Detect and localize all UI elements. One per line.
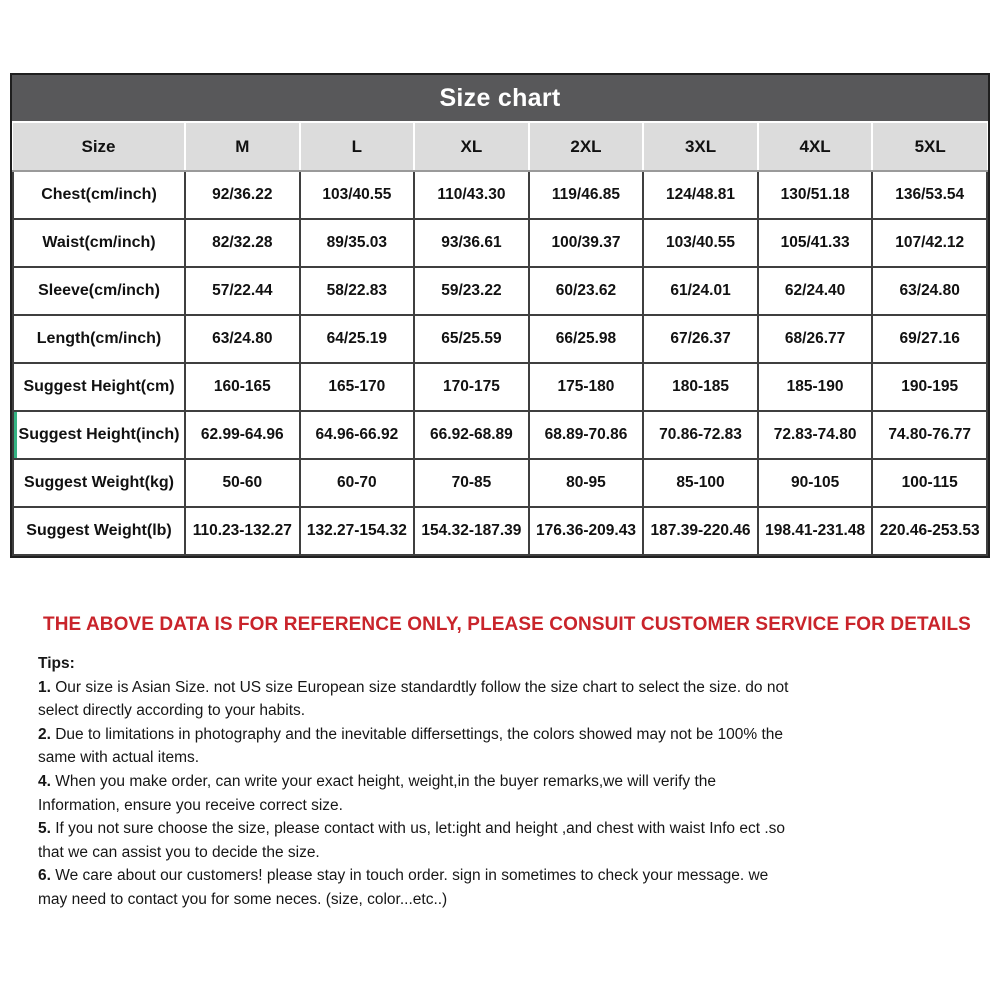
size-value-cell: 64/25.19 <box>300 315 415 363</box>
size-value-cell: 82/32.28 <box>185 219 300 267</box>
size-value-cell: 62.99-64.96 <box>185 411 300 459</box>
size-value-cell: 154.32-187.39 <box>414 507 529 555</box>
column-header-3xl: 3XL <box>643 123 758 171</box>
size-value-cell: 119/46.85 <box>529 171 644 219</box>
size-chart-header-row <box>13 123 987 171</box>
size-value-cell: 63/24.80 <box>872 267 987 315</box>
row-label: Suggest Height(cm) <box>13 363 185 411</box>
column-header-l: L <box>300 123 415 171</box>
tip-number: 1. <box>38 678 56 696</box>
tip-number: 5. <box>38 820 56 838</box>
size-chart <box>10 73 990 558</box>
size-value-cell: 187.39-220.46 <box>643 507 758 555</box>
size-value-cell: 185-190 <box>758 363 873 411</box>
size-value-cell: 63/24.80 <box>185 315 300 363</box>
table-row <box>13 411 987 459</box>
column-header-2xl: 2XL <box>529 123 644 171</box>
tip-item: 5. If you not sure choose the size, please contact with us, let:ight and height ,and chest with waist Info ect .so that we can assist you to decide the size. <box>38 820 786 861</box>
size-value-cell: 180-185 <box>643 363 758 411</box>
table-row <box>13 171 987 219</box>
size-value-cell: 165-170 <box>300 363 415 411</box>
size-chart-title: Size chart <box>12 75 988 123</box>
size-value-cell: 103/40.55 <box>643 219 758 267</box>
tips-section <box>38 652 796 912</box>
size-value-cell: 92/36.22 <box>185 171 300 219</box>
size-value-cell: 110.23-132.27 <box>185 507 300 555</box>
size-value-cell: 103/40.55 <box>300 171 415 219</box>
size-value-cell: 66.92-68.89 <box>414 411 529 459</box>
size-table <box>12 123 988 556</box>
reference-notice: THE ABOVE DATA IS FOR REFERENCE ONLY, PLEASE CONSUIT CUSTOMER SERVICE FOR DETAILS <box>43 614 971 635</box>
size-value-cell: 107/42.12 <box>872 219 987 267</box>
row-label: Suggest Height(inch) <box>13 411 185 459</box>
tips-list <box>38 676 796 912</box>
size-value-cell: 110/43.30 <box>414 171 529 219</box>
row-label: Sleeve(cm/inch) <box>13 267 185 315</box>
tip-item: 1. Our size is Asian Size. not US size European size standardtly follow the size chart to select the size. do not select directly according to your habits. <box>38 678 789 720</box>
size-value-cell: 70.86-72.83 <box>643 411 758 459</box>
size-value-cell: 66/25.98 <box>529 315 644 363</box>
size-value-cell: 58/22.83 <box>300 267 415 315</box>
row-label: Suggest Weight(lb) <box>13 507 185 555</box>
size-value-cell: 60-70 <box>300 459 415 507</box>
size-value-cell: 68/26.77 <box>758 315 873 363</box>
row-label: Chest(cm/inch) <box>13 171 185 219</box>
size-value-cell: 190-195 <box>872 363 987 411</box>
table-row <box>13 459 987 507</box>
size-value-cell: 176.36-209.43 <box>529 507 644 555</box>
size-value-cell: 57/22.44 <box>185 267 300 315</box>
row-label: Suggest Weight(kg) <box>13 459 185 507</box>
size-value-cell: 89/35.03 <box>300 219 415 267</box>
size-chart-body <box>13 171 987 555</box>
table-row <box>13 507 987 555</box>
size-value-cell: 60/23.62 <box>529 267 644 315</box>
column-header-size: Size <box>13 123 185 171</box>
size-value-cell: 70-85 <box>414 459 529 507</box>
size-value-cell: 80-95 <box>529 459 644 507</box>
row-label: Length(cm/inch) <box>13 315 185 363</box>
size-value-cell: 65/25.59 <box>414 315 529 363</box>
tips-heading: Tips: <box>38 655 75 672</box>
size-value-cell: 64.96-66.92 <box>300 411 415 459</box>
tip-number: 2. <box>38 725 56 743</box>
size-value-cell: 74.80-76.77 <box>872 411 987 459</box>
size-value-cell: 61/24.01 <box>643 267 758 315</box>
column-header-4xl: 4XL <box>758 123 873 171</box>
size-value-cell: 105/41.33 <box>758 219 873 267</box>
size-value-cell: 93/36.61 <box>414 219 529 267</box>
table-row <box>13 315 987 363</box>
size-value-cell: 136/53.54 <box>872 171 987 219</box>
size-value-cell: 50-60 <box>185 459 300 507</box>
column-header-xl: XL <box>414 123 529 171</box>
size-value-cell: 90-105 <box>758 459 873 507</box>
tip-number: 4. <box>38 772 56 790</box>
table-row <box>13 267 987 315</box>
size-value-cell: 100-115 <box>872 459 987 507</box>
size-value-cell: 67/26.37 <box>643 315 758 363</box>
size-value-cell: 62/24.40 <box>758 267 873 315</box>
row-label: Waist(cm/inch) <box>13 219 185 267</box>
size-value-cell: 85-100 <box>643 459 758 507</box>
size-value-cell: 220.46-253.53 <box>872 507 987 555</box>
size-value-cell: 175-180 <box>529 363 644 411</box>
size-value-cell: 59/23.22 <box>414 267 529 315</box>
column-header-m: M <box>185 123 300 171</box>
column-header-5xl: 5XL <box>872 123 987 171</box>
tip-number: 6. <box>38 867 56 885</box>
size-value-cell: 69/27.16 <box>872 315 987 363</box>
size-value-cell: 68.89-70.86 <box>529 411 644 459</box>
size-value-cell: 198.41-231.48 <box>758 507 873 555</box>
size-value-cell: 170-175 <box>414 363 529 411</box>
size-value-cell: 124/48.81 <box>643 171 758 219</box>
size-value-cell: 130/51.18 <box>758 171 873 219</box>
size-value-cell: 100/39.37 <box>529 219 644 267</box>
tip-item: 2. Due to limitations in photography and the inevitable differsettings, the colors showed may not be 100% the same with actual items. <box>38 725 784 767</box>
size-value-cell: 72.83-74.80 <box>758 411 873 459</box>
table-row <box>13 363 987 411</box>
tip-item: 6. We care about our customers! please stay in touch order. sign in sometimes to check your message. we may need to contact you for some neces. (size, color...etc..) <box>38 867 769 908</box>
tip-item: 4. When you make order, can write your exact height, weight,in the buyer remarks,we will verify the Information, ensure you receive correct size. <box>38 772 716 814</box>
table-row <box>13 219 987 267</box>
size-value-cell: 132.27-154.32 <box>300 507 415 555</box>
size-value-cell: 160-165 <box>185 363 300 411</box>
